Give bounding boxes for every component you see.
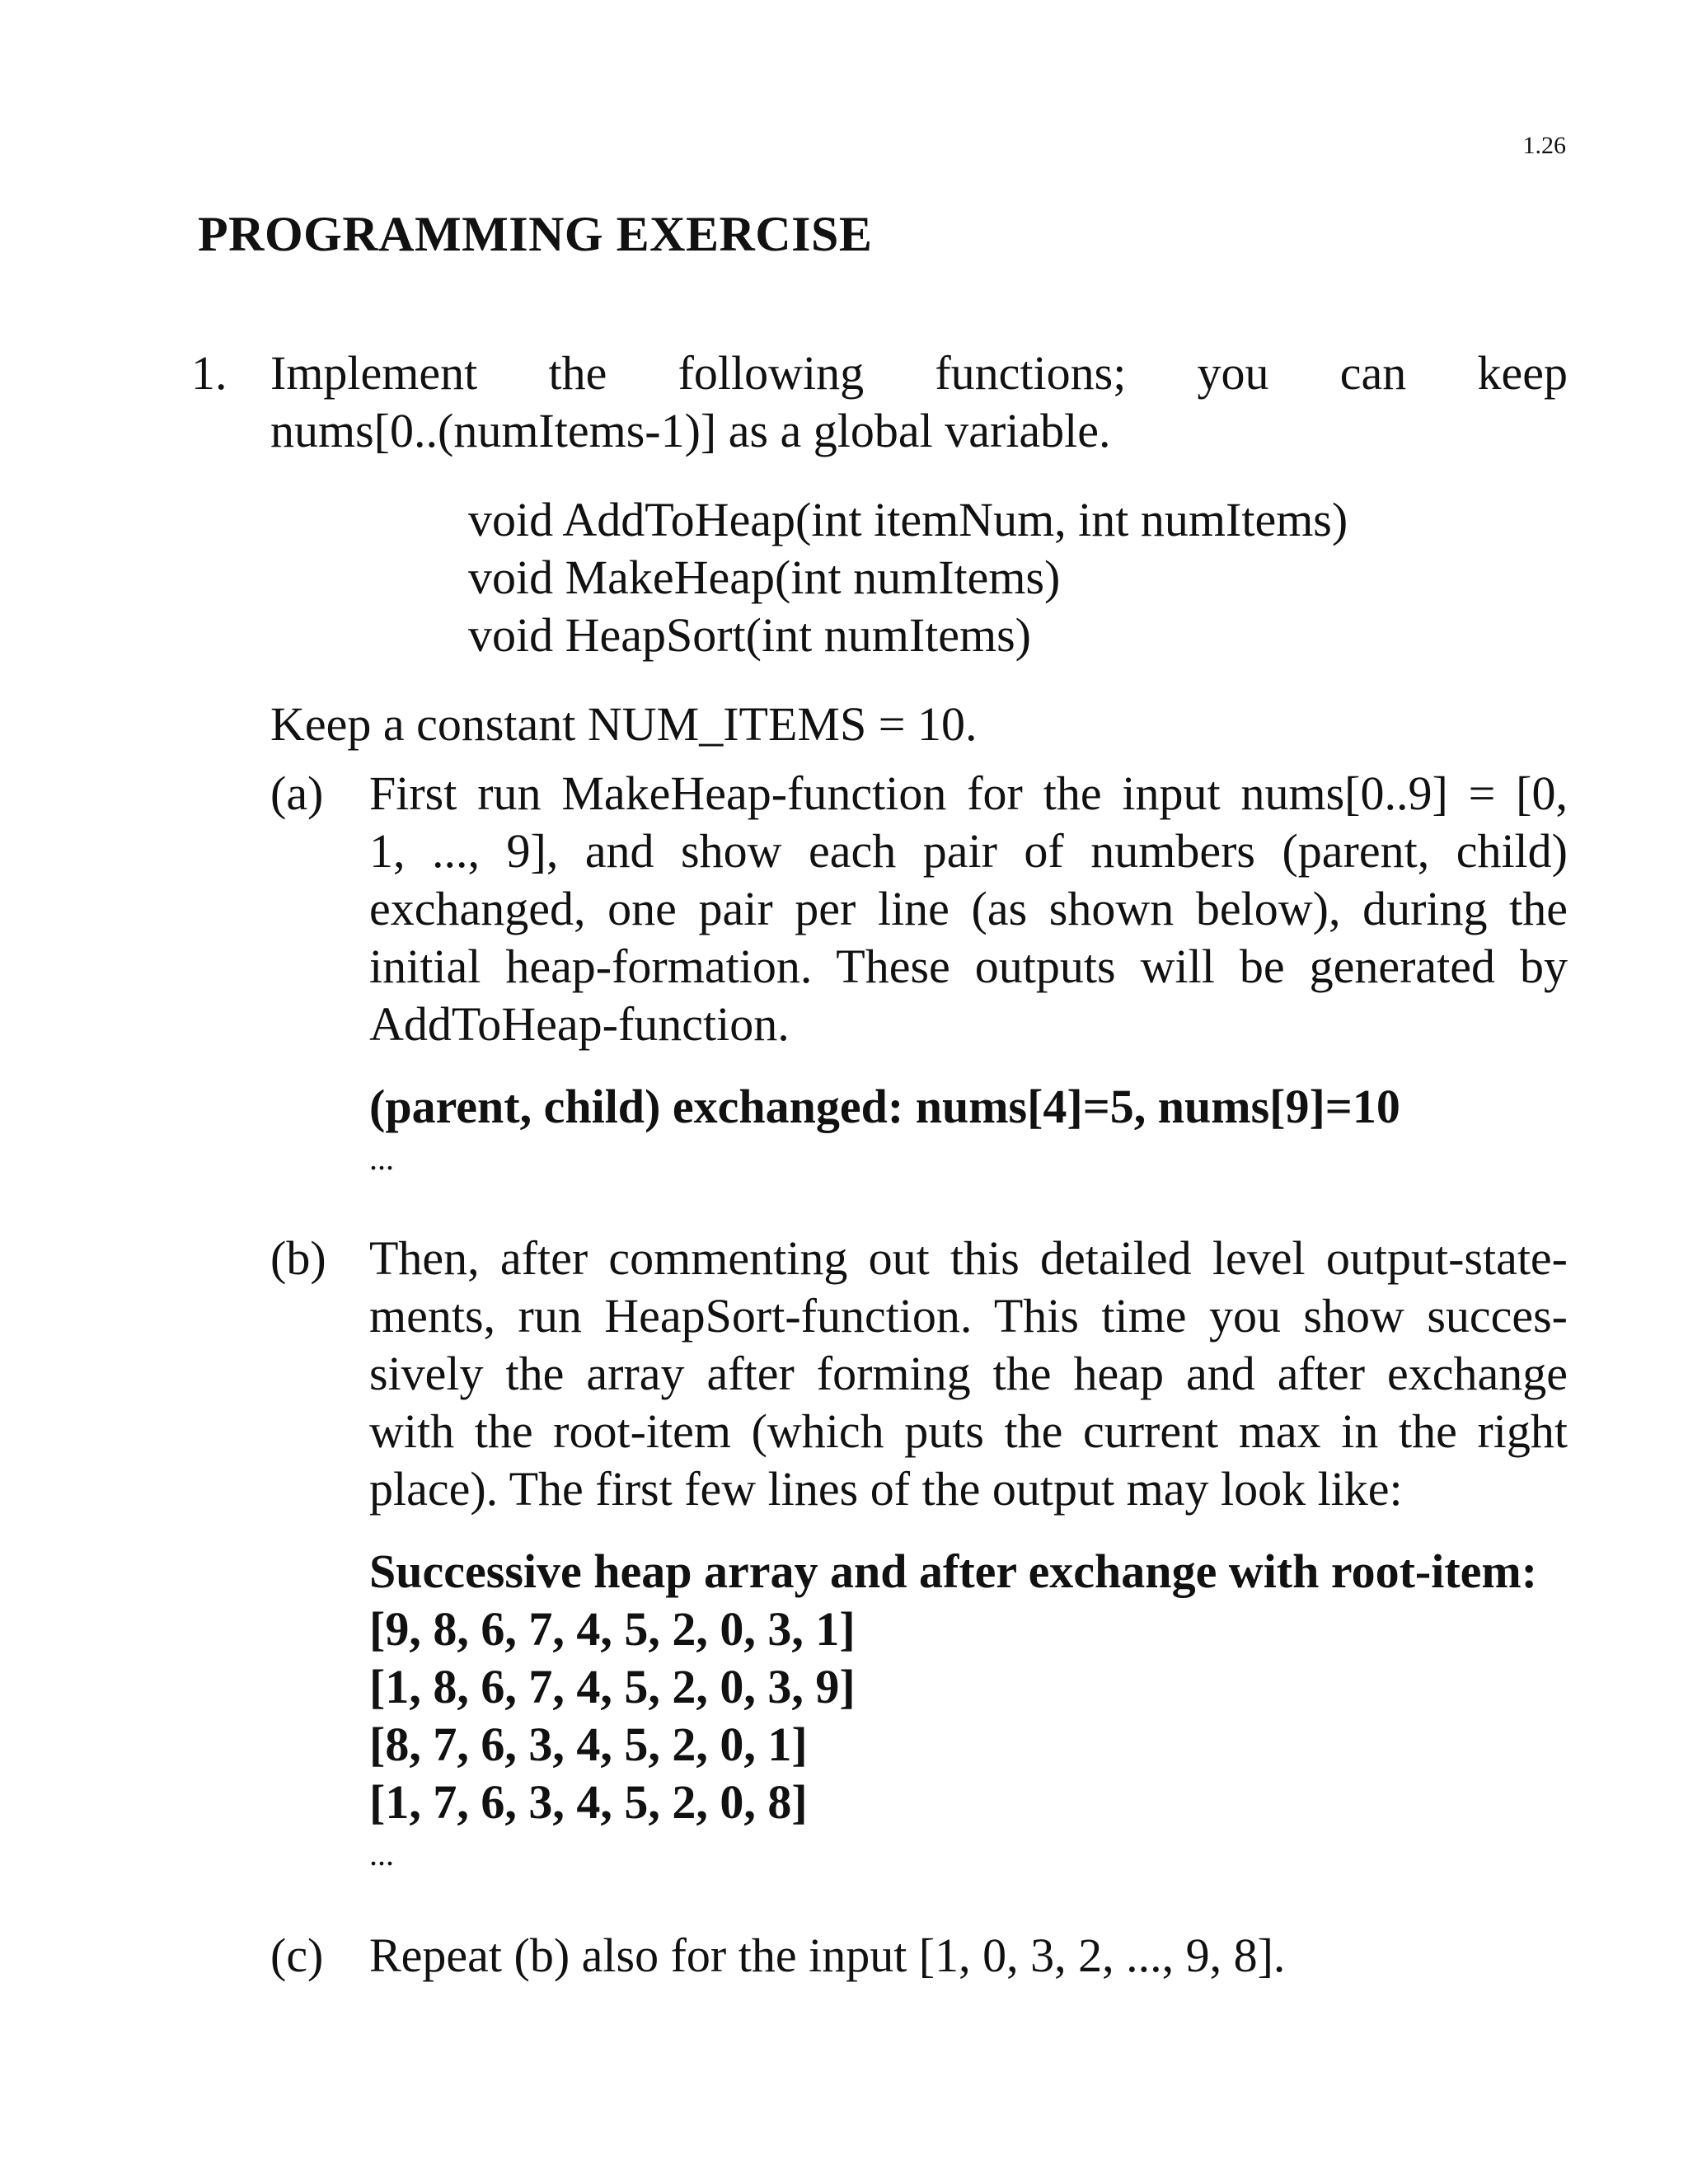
part-a-ellipsis: ... — [369, 1140, 394, 1177]
constant-statement: Keep a constant NUM_ITEMS = 10. — [270, 697, 978, 751]
signature-heap-sort: void HeapSort(int numItems) — [468, 608, 1032, 662]
part-b-line: with the root-item (which puts the current max in the right — [369, 1404, 1568, 1458]
part-b-label: (b) — [270, 1231, 326, 1285]
exercise-number: 1. — [191, 346, 227, 400]
part-a — [270, 765, 1568, 1179]
part-b-ellipsis: ... — [369, 1835, 394, 1872]
exercise-1 — [191, 344, 1568, 1985]
part-b-line: sively the array after forming the heap and after exchange — [369, 1347, 1568, 1400]
signature-add-to-heap: void AddToHeap(int itemNum, int numItems) — [468, 493, 1348, 546]
part-b-output-line: [1, 8, 6, 7, 4, 5, 2, 0, 3, 9] — [369, 1660, 856, 1713]
part-c-body — [369, 1927, 1568, 1985]
part-c — [270, 1927, 1568, 1985]
part-b-output-title: Successive heap array and after exchange with root-item: — [369, 1544, 1538, 1598]
part-b-line: place). The first few lines of the output may look like: — [369, 1462, 1403, 1516]
exercise-intro-line-2: nums[0..(numItems-1)] as a global variable. — [270, 404, 1111, 457]
part-a-body — [369, 765, 1568, 1179]
part-c-text: Repeat (b) also for the input [1, 0, 3, 2, ..., 9, 8]. — [369, 1929, 1286, 1982]
part-a-output-line: (parent, child) exchanged: nums[4]=5, nums[9]=10 — [369, 1080, 1400, 1133]
part-b — [270, 1230, 1568, 1874]
part-b-output-line: [8, 7, 6, 3, 4, 5, 2, 0, 1] — [369, 1718, 808, 1771]
part-b-output-line: [1, 7, 6, 3, 4, 5, 2, 0, 8] — [369, 1775, 808, 1829]
signature-make-heap: void MakeHeap(int numItems) — [468, 551, 1061, 604]
exercise-row — [191, 344, 1568, 1985]
part-b-output-line: [9, 8, 6, 7, 4, 5, 2, 0, 3, 1] — [369, 1602, 856, 1656]
page-number: 1.26 — [1522, 132, 1566, 159]
part-a-output — [369, 1078, 1568, 1179]
part-b-line: Then, after commenting out this detailed level output-state- — [369, 1231, 1568, 1285]
part-a-line: First run MakeHeap-function for the input nums[0..9] = [0, — [369, 766, 1568, 820]
function-signatures — [468, 491, 1568, 664]
part-b-body — [369, 1230, 1568, 1874]
part-b-output — [369, 1543, 1568, 1874]
part-a-line: initial heap-formation. These outputs will be generated by — [369, 940, 1568, 993]
part-b-line: ments, run HeapSort-function. This time you show succes- — [369, 1289, 1568, 1343]
exercise-body — [270, 344, 1568, 1985]
part-c-label: (c) — [270, 1929, 324, 1982]
part-a-line: 1, ..., 9], and show each pair of numbers (parent, child) — [369, 824, 1568, 878]
part-a-line: AddToHeap-function. — [369, 997, 790, 1051]
exercise-intro-line-1: Implement the following functions; you can keep — [270, 346, 1568, 400]
part-a-line: exchanged, one pair per line (as shown below), during the — [369, 882, 1568, 935]
part-a-label: (a) — [270, 766, 324, 820]
page-title: PROGRAMMING EXERCISE — [198, 207, 873, 261]
